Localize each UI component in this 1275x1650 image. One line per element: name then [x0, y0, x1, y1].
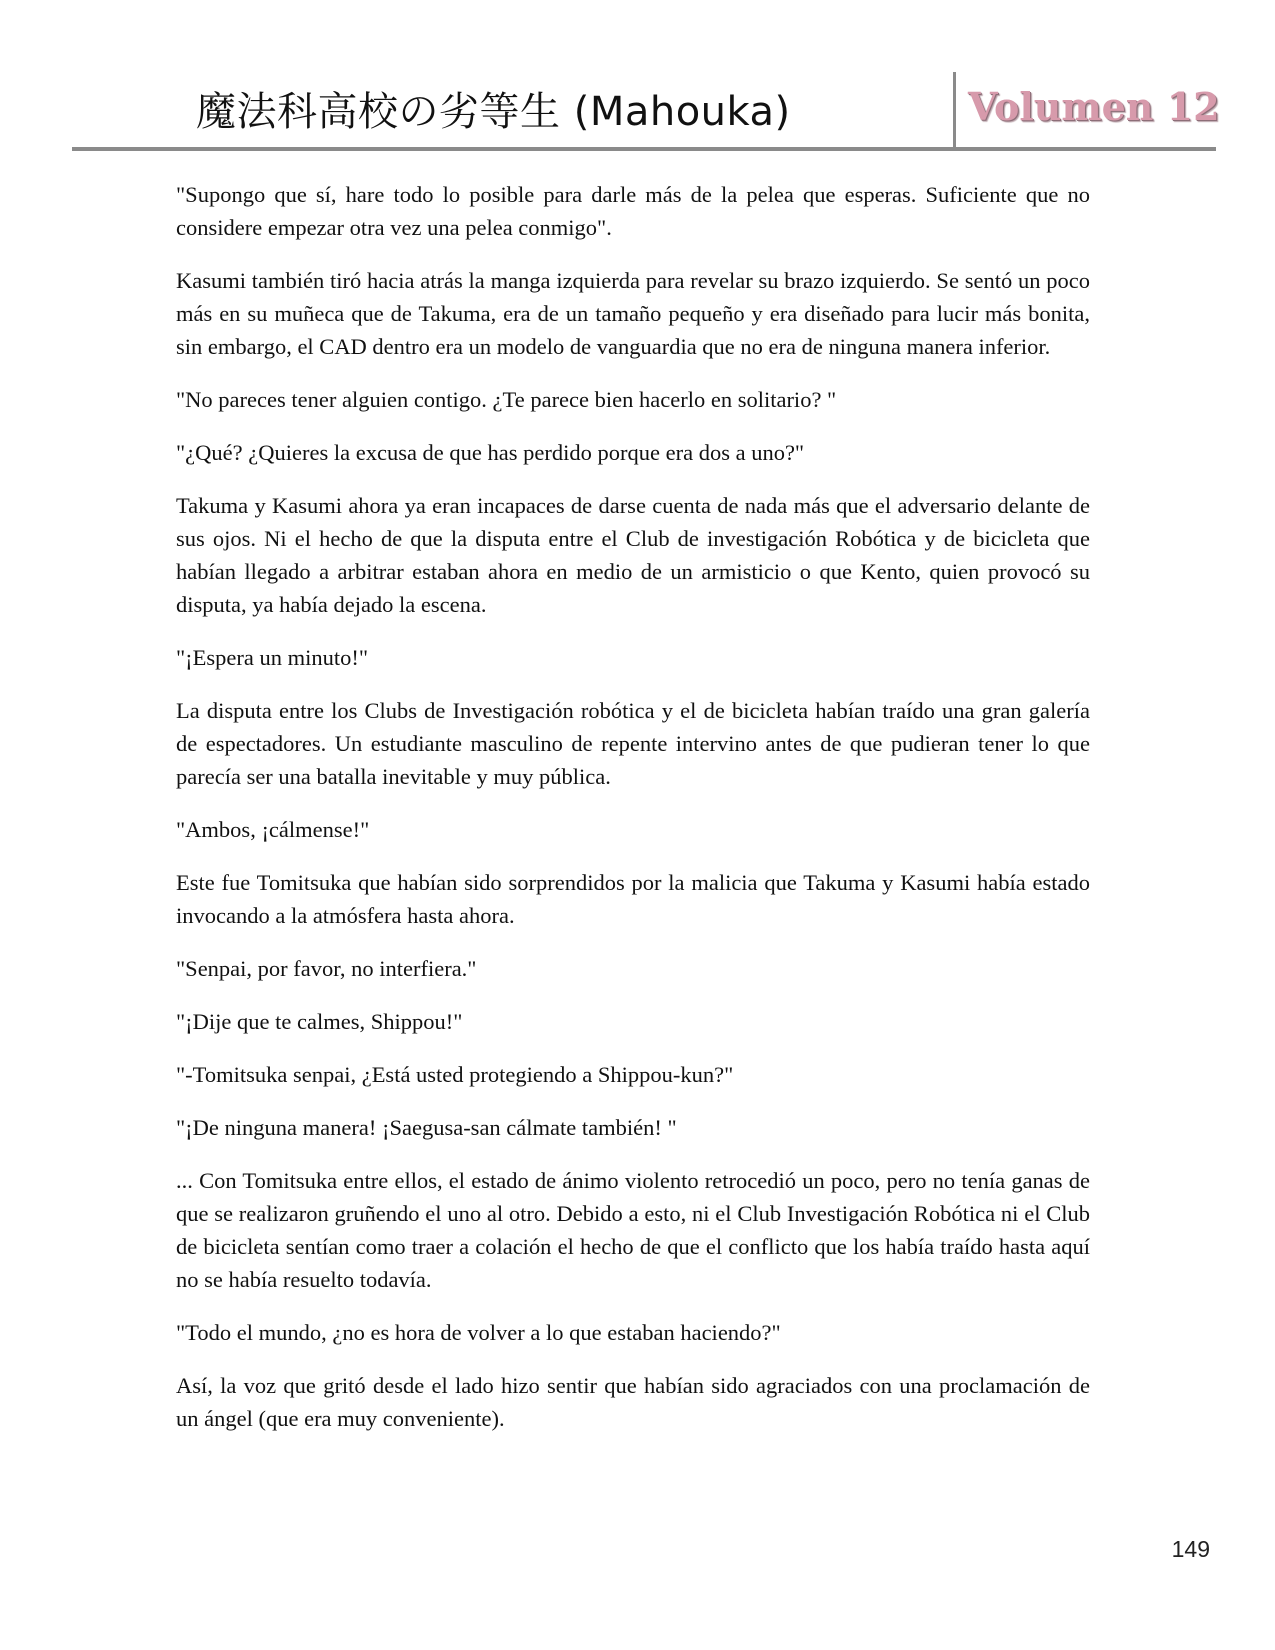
paragraph: Así, la voz que gritó desde el lado hizo sentir que habían sido agraciados con una proclamación de un ángel (que era muy conveniente).	[176, 1373, 1090, 1431]
paragraph: "Supongo que sí, hare todo lo posible para darle más de la pelea que esperas. Suficiente que no considere empezar otra vez una pelea conmigo".	[176, 182, 1090, 240]
paragraph: "Ambos, ¡cálmense!"	[176, 817, 370, 842]
paragraph: Takuma y Kasumi ahora ya eran incapaces de darse cuenta de nada más que el adversario delante de sus ojos. Ni el hecho de que la disputa entre el Club de investigación Robótica y de bicicleta que habían llegado a arbitrar estaban ahora en medio de un armisticio o que Kento, quien provocó su disputa, ya había dejado la escena.	[176, 493, 1090, 617]
paragraph: "No pareces tener alguien contigo. ¿Te parece bien hacerlo en solitario? "	[176, 387, 837, 412]
paragraph: "Todo el mundo, ¿no es hora de volver a lo que estaban haciendo?"	[176, 1320, 781, 1345]
paragraph: "¡De ninguna manera! ¡Saegusa-san cálmate también! "	[176, 1115, 677, 1140]
paragraph: ... Con Tomitsuka entre ellos, el estado de ánimo violento retrocedió un poco, pero no tenía ganas de que se realizaron gruñendo el uno al otro. Debido a esto, ni el Club Investigación Robótica ni el Club de bicicleta sentían como traer a colación el hecho de que el conflicto que los había traído hasta aquí no se había resuelto todavía.	[176, 1168, 1090, 1292]
paragraph: "¡Dije que te calmes, Shippou!"	[176, 1009, 463, 1034]
paragraph: "Senpai, por favor, no interfiera."	[176, 956, 477, 981]
paragraph: "¡Espera un minuto!"	[176, 645, 369, 670]
page-number: 149	[1171, 1536, 1210, 1562]
body-text	[176, 178, 1090, 1455]
paragraph: Kasumi también tiró hacia atrás la manga izquierda para revelar su brazo izquierdo. Se sentó un poco más en su muñeca que de Takuma, era de un tamaño pequeño y era diseñado para lucir más bonita, sin embargo, el CAD dentro era un modelo de vanguardia que no era de ninguna manera inferior.	[176, 268, 1090, 359]
paragraph: La disputa entre los Clubs de Investigación robótica y el de bicicleta habían traído una gran galería de espectadores. Un estudiante masculino de repente intervino antes de que pudieran tener lo que parecía ser una batalla inevitable y muy pública.	[176, 698, 1090, 789]
header-divider	[953, 72, 956, 148]
page-header	[0, 0, 1275, 160]
paragraph: Este fue Tomitsuka que habían sido sorprendidos por la malicia que Takuma y Kasumi había estado invocando a la atmósfera hasta ahora.	[176, 870, 1090, 928]
paragraph: "¿Qué? ¿Quieres la excusa de que has perdido porque era dos a uno?"	[176, 440, 805, 465]
book-title: 魔法科高校の劣等生 (Mahouka)	[196, 89, 791, 135]
paragraph: "-Tomitsuka senpai, ¿Está usted protegiendo a Shippou-kun?"	[176, 1062, 734, 1087]
header-rule	[72, 147, 1216, 151]
volume-label: Volumen 12	[968, 84, 1220, 129]
